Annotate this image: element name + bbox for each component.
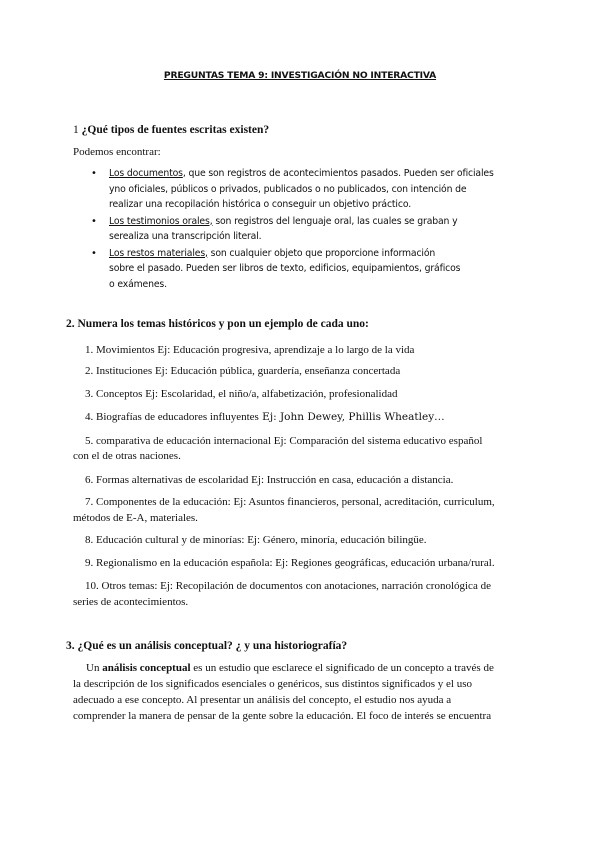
list-item-continuation: métodos de E-A, materiales. — [73, 512, 198, 524]
list-item — [84, 214, 514, 245]
list-item-example: Ej: John Dewey, Phillis Wheatley… — [258, 411, 445, 423]
list-item-text: serealiza una transcripción literal. — [109, 231, 262, 242]
answer-line: la descripción de los significados esenciales o genéricos, sus distintos significados y el uso — [73, 678, 472, 690]
list-item — [84, 166, 514, 213]
bullet-icon: • — [91, 168, 97, 179]
list-item-continuation: con el de otras naciones. — [73, 450, 181, 462]
list-item: 2. Instituciones Ej: Educación pública, guardería, enseñanza concertada — [85, 365, 401, 377]
list-item: 1. Movimientos Ej: Educación progresiva, aprendizaje a lo largo de la vida — [85, 344, 415, 356]
sources-list — [84, 166, 514, 293]
list-item-term: Los documentos — [109, 168, 183, 179]
question-1-text: ¿Qué tipos de fuentes escritas existen? — [81, 124, 270, 136]
list-item-term: Los restos materiales, — [109, 247, 208, 259]
list-item-text: son cualquier objeto que proporcione información — [207, 247, 436, 259]
question-1-intro: Podemos encontrar: — [73, 146, 161, 158]
answer-line — [73, 660, 533, 676]
question-3-heading: 3. ¿Qué es un análisis conceptual? ¿ y una historiografía? — [66, 640, 348, 652]
list-item — [84, 246, 514, 293]
list-item-continuation: series de acontecimientos. — [73, 596, 189, 608]
list-item-text: sobre el pasado. Pueden ser libros de texto, edificios, equipamientos, gráficos — [109, 263, 461, 274]
list-item: 9. Regionalismo en la educación española: Ej: Regiones geográficas, educación urbana/rural. — [85, 557, 495, 569]
list-item: 3. Conceptos Ej: Escolaridad, el niño/a, alfabetización, profesionalidad — [85, 388, 398, 400]
question-3-answer — [73, 660, 533, 724]
list-item: 5. comparativa de educación internacional Ej: Comparación del sistema educativo español — [85, 435, 483, 447]
list-item-text: yno oficiales, públicos o privados, publicados o no publicados, con intención de — [109, 183, 467, 195]
answer-line: comprender la manera de pensar de la gente sobre la educación. El foco de interés se encuentra — [73, 710, 492, 722]
list-item-text: 4. Biografías de educadores influyentes — [85, 411, 259, 423]
answer-text: es un estudio que esclarece el significado de un concepto a través de — [190, 662, 494, 674]
answer-line: adecuado a ese concepto. Al presentar un análisis del concepto, el estudio nos ayuda a — [73, 694, 452, 706]
document-title: PREGUNTAS TEMA 9: INVESTIGACIÓN NO INTERACTIVA — [163, 70, 437, 81]
list-item — [85, 410, 538, 426]
question-1-heading — [73, 124, 269, 136]
bullet-icon: • — [91, 215, 97, 227]
answer-lead: Un — [86, 662, 103, 674]
question-1-number: 1 — [73, 124, 79, 136]
list-item-term: Los testimonios orales, — [109, 215, 213, 227]
list-item: 7. Componentes de la educación: Ej: Asuntos financieros, personal, acreditación, curriculum, — [85, 496, 495, 508]
list-item-text: son registros del lenguaje oral, las cuales se graban y — [212, 215, 458, 227]
list-item: 6. Formas alternativas de escolaridad Ej: Instrucción en casa, educación a distancia. — [85, 474, 454, 486]
bullet-icon: • — [91, 247, 97, 259]
answer-term: análisis conceptual — [102, 662, 191, 674]
question-2-heading: 2. Numera los temas históricos y pon un ejemplo de cada uno: — [66, 318, 369, 330]
list-item-text: realizar una recopilación histórica o conseguir un objetivo práctico. — [109, 199, 412, 210]
list-item-text: , que son registros de acontecimientos pasados. Pueden ser oficiales — [182, 168, 494, 179]
list-item: 10. Otros temas: Ej: Recopilación de documentos con anotaciones, narración cronológica de — [85, 580, 491, 592]
list-item-text: o exámenes. — [109, 278, 167, 290]
list-item: 8. Educación cultural y de minorías: Ej: Género, minoría, educación bilingüe. — [85, 534, 427, 546]
